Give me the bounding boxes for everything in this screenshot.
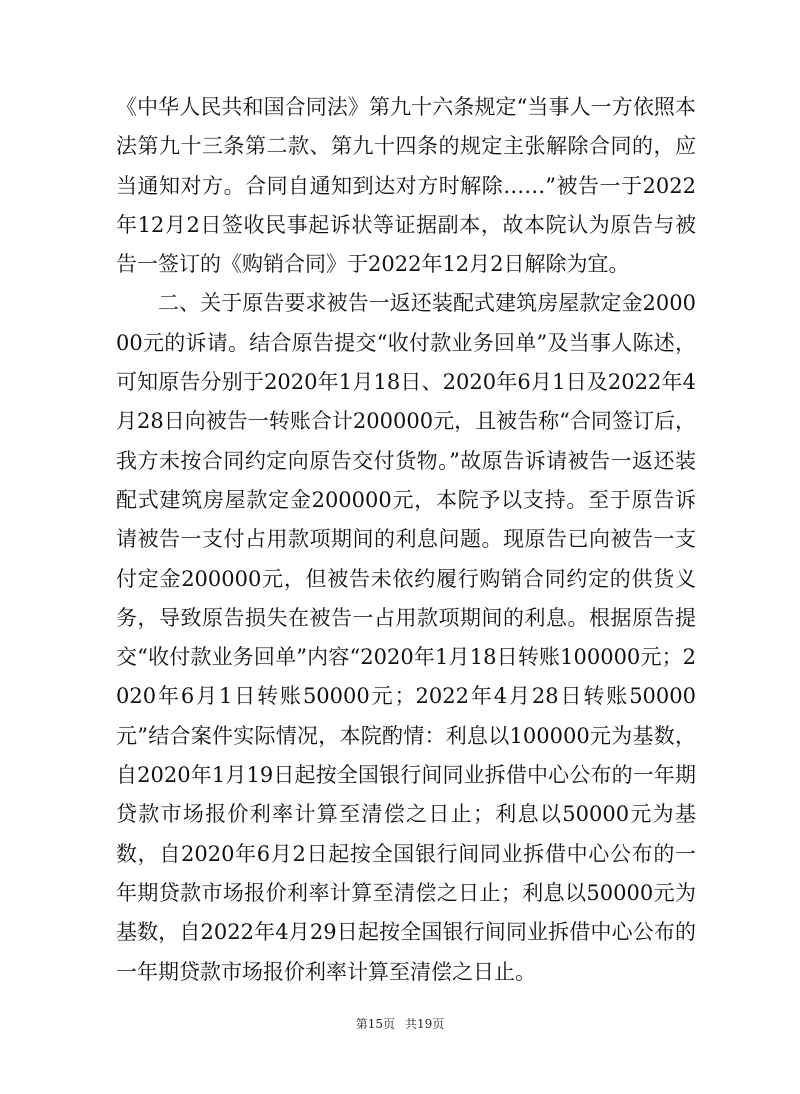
page-number: 第15页	[355, 1017, 395, 1031]
paragraph-contract-law-citation: 《中华人民共和国合同法》第九十六条规定“当事人一方依照本法第九十三条第二款、第九十四条的规定主张解除合同的，应当通知对方。合同自通知到达对方时解除……”被告一于2022年12月2日签收民事起诉状等证据副本，故本院认为原告与被告一签订的《购销合同》于2022年12月2日解除为宜。	[116, 95, 696, 277]
document-body	[116, 88, 696, 992]
page-footer	[0, 1015, 800, 1032]
page-total: 共19页	[405, 1017, 445, 1031]
paragraph-deposit-refund-ruling: 二、关于原告要求被告一返还装配式建筑房屋款定金200000元的诉请。结合原告提交“收付款业务回单”及当事人陈述，可知原告分别于2020年1月18日、2020年6月1日及2022年4月28日向被告一转账合计200000元，且被告称“合同签订后，我方未按合同约定向原告交付货物。”故原告诉请被告一返还装配式建筑房屋款定金200000元，本院予以支持。至于原告诉请被告一支付占用款项期间的利息问题。现原告已向被告一支付定金200000元，但被告未依约履行购销合同约定的供货义务，导致原告损失在被告一占用款项期间的利息。根据原告提交“收付款业务回单”内容“2020年1月18日转账100000元；2020年6月1日转账50000元；2022年4月28日转账50000元”结合案件实际情况，本院酌情：利息以100000元为基数，自2020年1月19日起按全国银行间同业拆借中心公布的一年期贷款市场报价利率计算至清偿之日止；利息以50000元为基数，自2020年6月2日起按全国银行间同业拆借中心公布的一年期贷款市场报价利率计算至清偿之日止；利息以50000元为基数，自2022年4月29日起按全国银行间同业拆借中心公布的一年期贷款市场报价利率计算至清偿之日止。	[116, 291, 696, 984]
